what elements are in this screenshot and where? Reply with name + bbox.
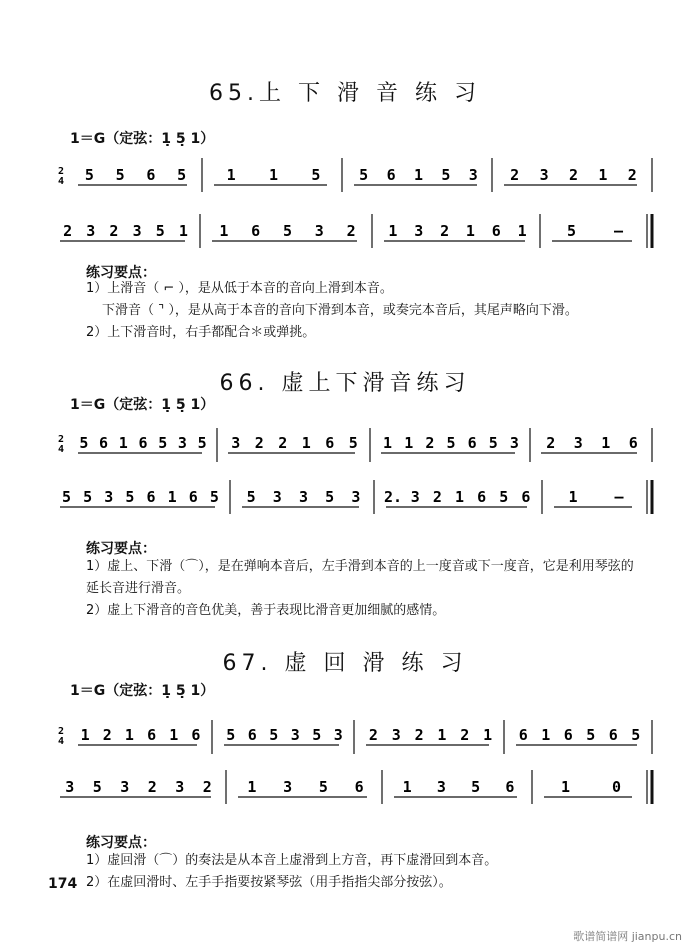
- exercise-65-notes: [86, 278, 646, 344]
- jianpu-note: 3: [175, 778, 185, 796]
- page-number: 174: [48, 876, 78, 892]
- jianpu-note: 5: [79, 434, 89, 452]
- exercise-66-staff: [52, 420, 662, 534]
- jianpu-note: 3: [333, 726, 343, 744]
- jianpu-note: 5: [246, 488, 256, 506]
- jianpu-note: 1: [454, 488, 465, 506]
- jianpu-note: 6: [247, 726, 257, 744]
- jianpu-note: 5: [499, 488, 509, 506]
- note-line: 2）上下滑音时，右手都配合＊或弹挑。: [86, 325, 316, 340]
- jianpu-note: 5: [318, 778, 328, 796]
- jianpu-note: 6: [477, 488, 487, 506]
- jianpu-note: 3: [468, 166, 478, 184]
- jianpu-note: 3: [410, 488, 420, 506]
- jianpu-note: 1: [483, 726, 493, 744]
- jianpu-note: 6: [563, 726, 573, 744]
- jianpu-note: 6: [325, 434, 335, 452]
- jianpu-note: 6: [386, 166, 396, 184]
- jianpu-note: 6: [146, 166, 156, 184]
- jianpu-note: 5: [441, 166, 451, 184]
- exercise-67-notes: [86, 850, 646, 894]
- jianpu-note: 2: [147, 778, 157, 796]
- jianpu-note: 5: [62, 488, 72, 506]
- exercise-67-line-1: [78, 726, 640, 745]
- jianpu-note: 1: [124, 726, 134, 744]
- jianpu-note: 3: [314, 222, 324, 240]
- note-line: 1）虚上、下滑（⌒），是在弹响本音后，左手滑到本音的上一度音或下一度音，它是利用琴弦的延长音进行滑音。: [86, 559, 634, 596]
- jianpu-note: 1: [465, 222, 475, 240]
- jianpu-note: 5: [84, 166, 94, 184]
- jianpu-note: 2: [425, 434, 435, 452]
- exercise-67-title: 67. 虚 回 滑 练 习: [222, 651, 468, 676]
- note-line: 2）虚上下滑音的音色优美，善于表现比滑音更加细腻的感情。: [86, 603, 446, 618]
- time-signature: 2: [58, 434, 65, 445]
- exercise-65-score: [52, 150, 662, 260]
- jianpu-note: 6: [99, 434, 109, 452]
- jianpu-note: 5: [446, 434, 456, 452]
- jianpu-note: 5: [115, 166, 125, 184]
- jianpu-note: 3: [290, 726, 300, 744]
- jianpu-note: 5: [158, 434, 168, 452]
- time-signature: 4: [58, 444, 65, 455]
- watermark: 歌谱简谱网 jianpu.cn: [573, 930, 682, 943]
- jianpu-note: 0: [611, 778, 622, 796]
- jianpu-note: 6: [491, 222, 501, 240]
- jianpu-note: 6: [521, 488, 531, 506]
- jianpu-note: 1: [178, 222, 188, 240]
- jianpu-note: 2: [368, 726, 378, 744]
- jianpu-note: 6: [608, 726, 618, 744]
- time-signature: 2: [58, 166, 65, 177]
- time-signature: 2: [58, 726, 65, 737]
- exercise-66-key: 1＝G（定弦：1̣ 5̣ 1）: [70, 397, 215, 413]
- exercise-65-line-1: [78, 166, 637, 185]
- jianpu-note: 2: [414, 726, 424, 744]
- jianpu-note: 2.: [384, 488, 403, 506]
- jianpu-note: 1: [413, 166, 424, 184]
- jianpu-note: 1: [247, 778, 257, 796]
- exercise-65-line-2: [60, 222, 632, 241]
- jianpu-note: 2: [278, 434, 288, 452]
- jianpu-note: 1: [167, 488, 177, 506]
- jianpu-note: 5: [586, 726, 596, 744]
- jianpu-note: 5: [311, 166, 321, 184]
- jianpu-note: 1: [517, 222, 527, 240]
- jianpu-note: 2: [460, 726, 470, 744]
- jianpu-note: 2: [102, 726, 112, 744]
- exercise-67-key: 1＝G（定弦：1̣ 5̣ 1）: [70, 683, 215, 699]
- jianpu-note: 1: [560, 778, 571, 796]
- jianpu-note: 5: [155, 222, 165, 240]
- jianpu-note: 3: [539, 166, 549, 184]
- jianpu-note: 6: [188, 488, 198, 506]
- exercise-66-notes-heading: 练习要点：: [86, 541, 156, 557]
- jianpu-note: –: [614, 488, 624, 506]
- jianpu-note: 5: [325, 488, 335, 506]
- jianpu-note: 5: [197, 434, 207, 452]
- jianpu-note: 3: [298, 488, 309, 506]
- jianpu-note: 5: [566, 222, 577, 240]
- jianpu-note: 5: [92, 778, 102, 796]
- jianpu-note: 6: [191, 726, 201, 744]
- jianpu-note: 1: [404, 434, 414, 452]
- jianpu-note: 5: [282, 222, 293, 240]
- exercise-67-line-2: [60, 778, 632, 797]
- jianpu-note: 3: [351, 488, 361, 506]
- jianpu-note: 6: [628, 434, 638, 452]
- jianpu-note: 3: [104, 488, 114, 506]
- jianpu-note: 2: [346, 222, 356, 240]
- jianpu-note: 3: [414, 222, 424, 240]
- exercise-66-title: 66. 虚上下滑音练习: [219, 371, 471, 396]
- jianpu-note: 5: [359, 166, 369, 184]
- note-line: 下滑音（ ⌝ ），是从高于本音的音向下滑到本音，或奏完本音后，其尾声略向下滑。: [102, 303, 578, 318]
- time-signature: 4: [58, 176, 65, 187]
- jianpu-note: 1: [219, 222, 229, 240]
- exercise-66-line-2: [60, 488, 632, 507]
- jianpu-note: 5: [226, 726, 236, 744]
- jianpu-note: 2: [440, 222, 450, 240]
- jianpu-note: 2: [627, 166, 637, 184]
- jianpu-note: 3: [391, 726, 401, 744]
- jianpu-note: 1: [226, 166, 236, 184]
- jianpu-note: 1: [598, 166, 608, 184]
- exercise-65-key: 1＝G（定弦：1̣ 5̣ 1）: [70, 131, 215, 147]
- jianpu-note: 5: [125, 488, 135, 506]
- jianpu-note: 3: [573, 434, 583, 452]
- note-line: 1）上滑音（ ⌐ ），是从低于本音的音向上滑到本音。: [86, 281, 393, 296]
- jianpu-note: 6: [354, 778, 364, 796]
- jianpu-note: 1: [268, 166, 279, 184]
- jianpu-note: 1: [388, 222, 398, 240]
- jianpu-note: 5: [269, 726, 279, 744]
- jianpu-note: 3: [120, 778, 130, 796]
- jianpu-note: 2: [254, 434, 264, 452]
- jianpu-note: 2: [63, 222, 73, 240]
- jianpu-note: 6: [138, 434, 148, 452]
- exercise-65-notes-heading: 练习要点：: [86, 265, 156, 281]
- jianpu-note: 1: [402, 778, 412, 796]
- note-line: 1）虚回滑（⌒）的奏法是从本音上虚滑到上方音，再下虚滑回到本音。: [86, 853, 498, 868]
- jianpu-note: 3: [272, 488, 282, 506]
- jianpu-note: 2: [510, 166, 520, 184]
- exercise-65-staff: [52, 150, 662, 264]
- jianpu-note: 1: [169, 726, 179, 744]
- jianpu-note: 1: [301, 434, 311, 452]
- jianpu-note: 3: [177, 434, 187, 452]
- jianpu-note: 2: [202, 778, 212, 796]
- jianpu-note: 6: [251, 222, 261, 240]
- note-line: 2）在虚回滑时、左手手指要按紧琴弦（用手指指尖部分按弦）。: [86, 875, 452, 890]
- jianpu-note: 3: [283, 778, 293, 796]
- jianpu-note: 1: [568, 488, 578, 506]
- jianpu-note: 2: [546, 434, 556, 452]
- jianpu-note: 5: [177, 166, 187, 184]
- jianpu-note: 5: [312, 726, 322, 744]
- exercise-67-notes-heading: 练习要点：: [86, 835, 156, 851]
- exercise-67-staff: [52, 708, 662, 832]
- jianpu-note: 1: [437, 726, 447, 744]
- jianpu-note: 5: [488, 434, 498, 452]
- jianpu-note: 3: [231, 434, 241, 452]
- jianpu-note: 3: [509, 434, 519, 452]
- jianpu-note: 6: [467, 434, 477, 452]
- jianpu-note: 5: [631, 726, 641, 744]
- jianpu-note: 2: [568, 166, 579, 184]
- jianpu-note: 5: [83, 488, 93, 506]
- jianpu-note: 3: [65, 778, 75, 796]
- jianpu-note: 2: [432, 488, 442, 506]
- exercise-65-title: 65.上 下 滑 音 练 习: [209, 81, 481, 106]
- jianpu-note: 5: [471, 778, 481, 796]
- jianpu-note: 1: [601, 434, 611, 452]
- jianpu-note: 6: [518, 726, 528, 744]
- jianpu-note: 6: [147, 726, 157, 744]
- jianpu-note: 1: [118, 434, 128, 452]
- exercise-66-score: [52, 420, 662, 530]
- jianpu-note: 3: [132, 222, 142, 240]
- jianpu-note: 5: [348, 434, 358, 452]
- jianpu-note: –: [613, 222, 624, 240]
- time-signature: 4: [58, 736, 65, 747]
- jianpu-note: 3: [86, 222, 96, 240]
- jianpu-note: 2: [109, 222, 119, 240]
- exercise-67-score: [52, 708, 662, 828]
- exercise-66-line-1: [78, 434, 638, 453]
- jianpu-note: 1: [383, 434, 393, 452]
- jianpu-note: 3: [436, 778, 446, 796]
- jianpu-note: 6: [505, 778, 515, 796]
- jianpu-note: 1: [80, 726, 90, 744]
- jianpu-note: 5: [209, 488, 219, 506]
- jianpu-note: 1: [541, 726, 551, 744]
- exercise-66-notes: [86, 556, 646, 622]
- jianpu-note: 6: [146, 488, 156, 506]
